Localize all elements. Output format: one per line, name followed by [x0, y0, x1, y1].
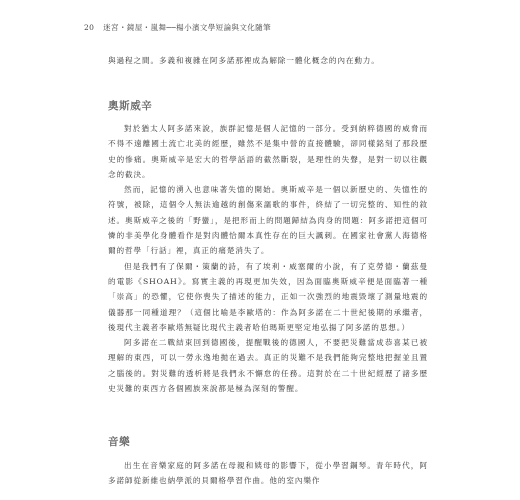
section-body-auschwitz: [108, 121, 428, 396]
page-number: 20: [84, 23, 95, 32]
running-header: [84, 22, 271, 33]
paragraph: 阿多諾在二戰結束回到德國後，提醒戰後的德國人，不要把災難當成恭喜某已被理解的東西，可以一勞永逸地拋在過去。真正的災難不是我們能夠完整地把握並且置之腦後的。對災難的透析將是我們永不懈怠的任務。這對於在二十世紀經歷了諸多歷史災難的東西方各個國族來說都是極為深刻的警醒。: [108, 338, 428, 394]
paragraph: 對於猶太人阿多諾來說，族群記憶是個人記憶的一部分。受到納粹德國的威脅而不得不遠離國土流亡北美的經歷，雖然不是集中營的直接體驗，卻同樣銘刻了那段歷史的慘痛。奧斯威辛是宏大的哲學話語的截然斷裂，是理性的失聲，是對一切以往觀念的截決。: [108, 124, 428, 179]
book-title: 迷宮・鏡屋・嵐舞──楊小濱文學短論與文化隨筆: [103, 23, 271, 32]
paragraph: 出生在音樂家庭的阿多諾在母親和姨母的影響下，從小學習鋼琴。青年時代，阿多諾師從新維也納學派的貝爾格學習作曲。他的室內樂作: [108, 461, 428, 486]
section-heading-auschwitz: 奧斯威辛: [108, 100, 153, 112]
section-heading-music: 音樂: [108, 436, 131, 448]
section-body-music: [108, 458, 428, 489]
paragraph: 然而，記憶的湧入也意味著失憶的開始。奧斯威辛是一個以新歷史的、失憶性的符號，被除，這個令人無法逾越的創傷來謳歌的事件，終結了一切完整的、知性的敘述。奧斯威辛之後的「野蠻」，是把形而上的問題歸結為肉身的問題：阿多諾把這個可憐的非美學化身體看作是對肉體恰爾本真性存在的巨大諷刺。在國家社會黨人海德格爾的哲學「行話」裡，真正的痛楚消失了。: [108, 185, 428, 256]
intro-line: 與過程之間。多義和複雜在阿多諾那裡成為解除一體化概念的內在動力。: [108, 56, 380, 65]
paragraph: 但是我們有了保爾・策蘭的詩，有了埃利・威塞爾的小說，有了克勞德・蘭茲曼的電影《SHOAH》。寫實主義的再現更加失效，因為面臨奧斯威辛便是面臨著一種「崇高」的恐懼，它使你喪失了描述的能力，正如一次強烈的地震毀壞了測量地震的儀器那一同種道理？（這個比喻是李歐塔的：作為阿多諾在二十世紀後期的承繼者，後現代主義者李歐塔無疑比現代主義者哈伯瑪斯更堅定地弘揚了阿多諾的思想。）: [108, 261, 428, 332]
intro-paragraph-block: [108, 53, 428, 68]
